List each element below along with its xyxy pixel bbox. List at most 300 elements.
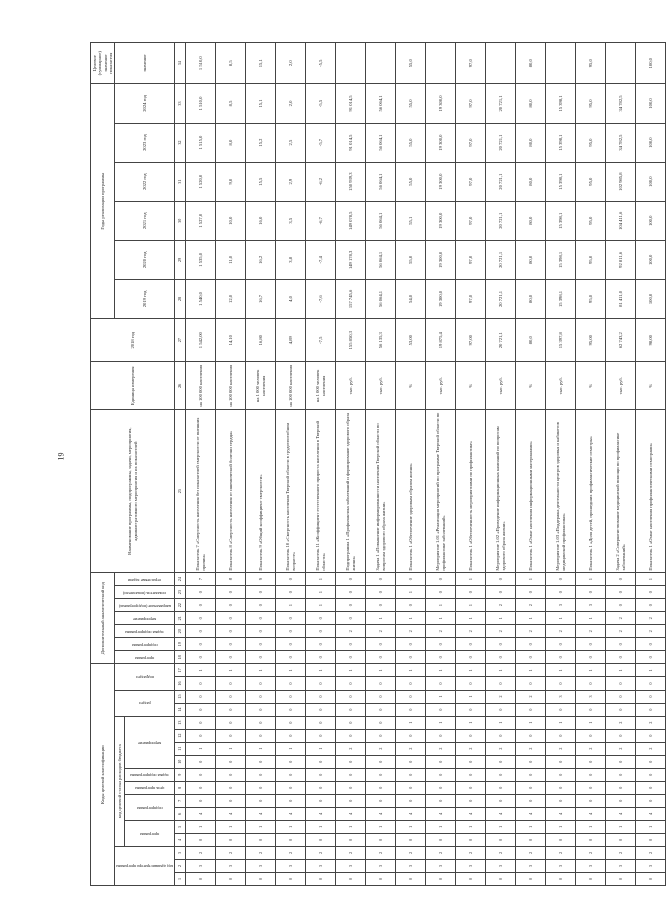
section-code-header: раздел — [115, 690, 175, 716]
code-cell: 2 — [606, 625, 636, 638]
row-final-value-cell — [426, 43, 456, 84]
code-cell: 0 — [216, 833, 246, 846]
row-year-value-cell: 95,0 — [576, 162, 606, 201]
code-cell: 1 — [486, 612, 516, 625]
row-year-value-cell: 157 745,6 — [336, 279, 366, 318]
code-cell: 0 — [636, 833, 666, 846]
row-name-cell: Показатель 8 «Смертность населения от ишемической болезни сердца» — [216, 410, 246, 573]
code-cell: 2 — [486, 846, 516, 859]
code-cell: 0 — [306, 729, 336, 742]
code-cell: 0 — [636, 638, 666, 651]
row-year-value-cell: 100,0 — [636, 123, 666, 162]
code-cell: 1 — [396, 664, 426, 677]
code-cell: 2 — [366, 625, 396, 638]
code-cell: 0 — [246, 625, 276, 638]
code-cell: 4 — [306, 807, 336, 820]
row-base-value-cell: 53,00 — [396, 318, 426, 361]
code-cell: 0 — [366, 755, 396, 768]
row-unit-cell: % — [456, 362, 486, 410]
code-cell: 0 — [486, 586, 516, 599]
code-cell: 0 — [306, 781, 336, 794]
row-year-value-cell: 2,9 — [276, 162, 306, 201]
code-cell: 0 — [366, 586, 396, 599]
row-year-value-cell: 100,0 — [636, 162, 666, 201]
code-cell: 1 — [546, 664, 576, 677]
additional-code-group-header: Дополнительный аналитический код — [91, 573, 115, 664]
row-year-value-cell: 15 398,1 — [546, 240, 576, 279]
code-cell: 0 — [276, 729, 306, 742]
row-final-value-cell — [606, 43, 636, 84]
code-cell: 1 — [576, 612, 606, 625]
code-cell: 0 — [426, 586, 456, 599]
code-cell: 0 — [516, 755, 546, 768]
column-index-cell: 34 — [175, 43, 186, 84]
code-cell: 2 — [336, 625, 366, 638]
name-column-header: Наименование программы, подпрограммы, задачи, мероприятия, административного мероприятия и их показателей — [91, 410, 175, 573]
column-index-cell: 7 — [175, 794, 186, 807]
column-index-cell: 12 — [175, 729, 186, 742]
row-year-value-cell: -6,2 — [306, 162, 336, 201]
code-cell: 0 — [336, 872, 366, 885]
code-cell: 1 — [306, 586, 336, 599]
code-cell: 2 — [426, 742, 456, 755]
code-cell: 0 — [216, 677, 246, 690]
code-cell: 1 — [546, 612, 576, 625]
code-cell: 0 — [546, 768, 576, 781]
code-cell: 2 — [636, 625, 666, 638]
row-year-value-cell: 34 782,5 — [606, 123, 636, 162]
code-cell: 2 — [456, 625, 486, 638]
row-year-value-cell: 80,0 — [516, 240, 546, 279]
code-cell: 2 — [336, 742, 366, 755]
row-name-cell: Задача 1 «Повышение информированности населения Тверской области по вопросам здорового образа жизни» — [366, 410, 396, 573]
code-cell: 2 — [486, 690, 516, 703]
row-year-value-cell: 55,1 — [396, 201, 426, 240]
code-cell: 1 — [216, 820, 246, 833]
column-index-cell: 23 — [175, 586, 186, 599]
column-index-cell: 14 — [175, 703, 186, 716]
year-2024-header: 2024 год — [115, 84, 175, 123]
code-cell: 0 — [336, 690, 366, 703]
column-index-cell: 13 — [175, 716, 186, 729]
code-cell: 0 — [186, 703, 216, 716]
add-col-direction: направление (подпрограмма) — [115, 599, 175, 612]
row-year-value-cell: 100,0 — [636, 201, 666, 240]
row-year-value-cell: 19 300,0 — [426, 201, 456, 240]
code-cell: 0 — [366, 651, 396, 664]
code-cell: 2 — [516, 690, 546, 703]
code-cell: 0 — [336, 729, 366, 742]
row-final-value-cell: 100,0 — [636, 43, 666, 84]
code-cell: 0 — [456, 755, 486, 768]
code-cell: 0 — [186, 638, 216, 651]
row-year-value-cell: 81 411,0 — [606, 279, 636, 318]
code-cell: 1 — [246, 742, 276, 755]
code-cell: 4 — [456, 807, 486, 820]
code-cell: 0 — [246, 612, 276, 625]
row-unit-cell: на 1 000 человек населения — [306, 362, 336, 410]
code-cell: 2 — [396, 742, 426, 755]
code-cell: 2 — [546, 625, 576, 638]
code-cell: 4 — [516, 807, 546, 820]
code-cell: 0 — [486, 729, 516, 742]
code-cell: 0 — [426, 677, 456, 690]
code-cell: 0 — [516, 872, 546, 885]
row-year-value-cell: -5,7 — [306, 123, 336, 162]
row-year-value-cell: 15 398,1 — [546, 201, 576, 240]
code-cell: 0 — [606, 573, 636, 586]
row-base-value-cell: -7,5 — [306, 318, 336, 361]
row-year-value-cell: 149 078,5 — [336, 201, 366, 240]
code-cell: 3 — [366, 859, 396, 872]
code-cell: 2 — [426, 846, 456, 859]
code-cell: 0 — [486, 833, 516, 846]
code-cell: 0 — [486, 651, 516, 664]
code-cell: 0 — [546, 586, 576, 599]
row-year-value-cell: 8,0 — [216, 123, 246, 162]
code-cell: 0 — [336, 651, 366, 664]
row-final-value-cell: 55,0 — [396, 43, 426, 84]
code-cell: 0 — [636, 651, 666, 664]
row-unit-cell: на 100 000 населения — [276, 362, 306, 410]
row-year-value-cell: 3,5 — [276, 201, 306, 240]
row-year-value-cell: 2,5 — [276, 123, 306, 162]
row-year-value-cell: 34 782,5 — [606, 84, 636, 123]
row-unit-cell: % — [396, 362, 426, 410]
code-cell: 0 — [426, 768, 456, 781]
code-cell: 2 — [486, 625, 516, 638]
column-index-cell: 4 — [175, 833, 186, 846]
code-cell: 1 — [546, 716, 576, 729]
column-index-cell: 25 — [175, 410, 186, 573]
code-cell: 0 — [516, 833, 546, 846]
code-cell: 0 — [186, 586, 216, 599]
code-cell: 0 — [456, 768, 486, 781]
row-year-value-cell: 55,0 — [396, 84, 426, 123]
code-cell: 0 — [606, 586, 636, 599]
code-cell: 0 — [216, 755, 246, 768]
code-cell: 0 — [276, 677, 306, 690]
column-index-cell: 32 — [175, 123, 186, 162]
code-cell: 0 — [606, 833, 636, 846]
code-cell: 0 — [306, 690, 336, 703]
row-name-cell: Показатель 1 «Доля детей, прошедших профилактические осмотры» — [576, 410, 606, 573]
code-cell: 2 — [606, 742, 636, 755]
row-final-value-cell: 80,0 — [516, 43, 546, 84]
code-cell: 0 — [486, 781, 516, 794]
column-index-cell: 16 — [175, 677, 186, 690]
code-cell: 0 — [546, 703, 576, 716]
row-year-value-cell: 95,0 — [576, 240, 606, 279]
table-row — [486, 43, 516, 886]
code-cell: 0 — [486, 794, 516, 807]
row-final-value-cell: 2,0 — [276, 43, 306, 84]
table-row — [306, 43, 336, 886]
code-cell: 0 — [456, 781, 486, 794]
code-cell: 0 — [456, 833, 486, 846]
code-cell: 0 — [516, 781, 546, 794]
code-cell: 2 — [636, 716, 666, 729]
code-cell: 1 — [486, 716, 516, 729]
row-final-value-cell: 97,0 — [456, 43, 486, 84]
row-year-value-cell: 149 178,3 — [336, 240, 366, 279]
row-year-value-cell: 1 520,0 — [186, 162, 216, 201]
code-cell: 1 — [456, 690, 486, 703]
code-cell: 0 — [516, 586, 546, 599]
code-cell: 4 — [246, 807, 276, 820]
budget-sub-subprogram: подпрограмма — [125, 794, 175, 820]
row-year-value-cell: 16,0 — [246, 201, 276, 240]
code-cell: 1 — [396, 716, 426, 729]
code-cell: 0 — [396, 599, 426, 612]
table-row — [336, 43, 366, 886]
code-cell: 0 — [396, 703, 426, 716]
row-year-value-cell: 80,0 — [516, 162, 546, 201]
code-cell: 0 — [366, 703, 396, 716]
code-cell: 0 — [606, 794, 636, 807]
code-cell: 3 — [426, 859, 456, 872]
code-cell: 0 — [576, 755, 606, 768]
code-cell: 0 — [486, 703, 516, 716]
code-cell: 1 — [186, 742, 216, 755]
row-year-value-cell: 16,2 — [246, 240, 276, 279]
row-year-value-cell: 1 540,0 — [186, 279, 216, 318]
code-cell: 0 — [636, 586, 666, 599]
code-cell: 0 — [216, 781, 246, 794]
code-cell: 1 — [516, 716, 546, 729]
code-cell: 1 — [366, 664, 396, 677]
code-cell: 0 — [576, 781, 606, 794]
year-2021-header: 2021 год — [115, 201, 175, 240]
code-cell: 2 — [276, 846, 306, 859]
code-cell: 0 — [606, 755, 636, 768]
code-cell: 0 — [576, 586, 606, 599]
code-cell: 0 — [606, 677, 636, 690]
code-cell: 3 — [546, 690, 576, 703]
row-unit-cell: тыс. руб. — [546, 362, 576, 410]
code-cell: 1 — [576, 573, 606, 586]
table-row — [276, 43, 306, 886]
code-cell: 0 — [216, 625, 246, 638]
code-cell: 0 — [516, 638, 546, 651]
code-cell: 0 — [246, 651, 276, 664]
code-cell: 0 — [546, 872, 576, 885]
code-cell: 0 — [456, 586, 486, 599]
code-cell: 1 — [306, 742, 336, 755]
column-index-cell: 27 — [175, 318, 186, 361]
code-cell: 0 — [246, 794, 276, 807]
code-cell: 0 — [576, 677, 606, 690]
code-cell: 0 — [576, 638, 606, 651]
code-cell: 0 — [636, 677, 666, 690]
code-cell: 0 — [246, 872, 276, 885]
column-index-cell: 6 — [175, 807, 186, 820]
row-year-value-cell: 104 411,6 — [606, 201, 636, 240]
row-name-cell: Показатель 1 «Охват населения информационными материалами» — [516, 410, 546, 573]
code-cell: 0 — [306, 625, 336, 638]
code-cell: 4 — [276, 807, 306, 820]
code-cell: 8 — [216, 573, 246, 586]
code-cell: 0 — [486, 677, 516, 690]
column-index-cell: 24 — [175, 573, 186, 586]
code-cell: 1 — [486, 664, 516, 677]
base-year-column-header: 2018 год — [91, 318, 175, 361]
code-cell: 3 — [576, 859, 606, 872]
code-cell: 0 — [366, 690, 396, 703]
code-cell: 1 — [396, 820, 426, 833]
row-year-value-cell: 11,0 — [216, 240, 246, 279]
row-year-value-cell: 20 721,1 — [486, 84, 516, 123]
row-year-value-cell: 95,0 — [576, 123, 606, 162]
row-year-value-cell: 80,0 — [516, 123, 546, 162]
table-body — [186, 43, 666, 886]
code-cell: 1 — [516, 612, 546, 625]
code-cell: 0 — [606, 781, 636, 794]
row-year-value-cell: 3,8 — [276, 240, 306, 279]
code-cell: 0 — [216, 651, 246, 664]
code-cell: 0 — [516, 651, 546, 664]
row-base-value-cell: 97,00 — [456, 318, 486, 361]
code-cell: 2 — [426, 625, 456, 638]
row-year-value-cell: 56 064,1 — [366, 84, 396, 123]
code-cell: 9 — [246, 573, 276, 586]
column-index-cell: 3 — [175, 846, 186, 859]
code-cell: 2 — [366, 742, 396, 755]
code-cell: 0 — [486, 638, 516, 651]
year-2022-header: 2022 год — [115, 162, 175, 201]
program-indicators-table — [90, 42, 666, 886]
code-cell: 2 — [636, 742, 666, 755]
code-cell: 1 — [366, 820, 396, 833]
row-year-value-cell: 1 527,0 — [186, 201, 216, 240]
code-cell: 0 — [576, 872, 606, 885]
program-admin-code-header: код администратора программы — [115, 846, 175, 885]
row-unit-cell: тыс. руб. — [486, 362, 516, 410]
row-base-value-cell: 95,00 — [576, 318, 606, 361]
code-cell: 4 — [576, 807, 606, 820]
row-year-value-cell: 4,0 — [276, 279, 306, 318]
row-year-value-cell: 97,0 — [456, 123, 486, 162]
row-year-value-cell: 55,0 — [396, 240, 426, 279]
code-cell: 0 — [216, 599, 246, 612]
code-cell: 0 — [276, 833, 306, 846]
code-cell: 0 — [546, 677, 576, 690]
code-cell: 0 — [276, 638, 306, 651]
code-cell: 0 — [366, 872, 396, 885]
code-cell: 1 — [546, 820, 576, 833]
code-cell: 7 — [186, 573, 216, 586]
code-cell: 0 — [426, 755, 456, 768]
code-cell: 0 — [336, 586, 366, 599]
code-cell: 0 — [366, 781, 396, 794]
code-cell: 2 — [216, 846, 246, 859]
code-cell: 1 — [486, 820, 516, 833]
code-cell: 4 — [366, 807, 396, 820]
row-base-value-cell: 98,00 — [636, 318, 666, 361]
code-cell: 0 — [636, 729, 666, 742]
code-cell: 0 — [546, 781, 576, 794]
code-cell: 0 — [246, 768, 276, 781]
code-cell: 0 — [336, 677, 366, 690]
code-cell: 0 — [366, 638, 396, 651]
row-final-value-cell: 15,1 — [246, 43, 276, 84]
code-cell: 1 — [456, 664, 486, 677]
row-year-value-cell: 1 535,0 — [186, 240, 216, 279]
row-unit-cell: на 100 000 населения — [216, 362, 246, 410]
table-row — [516, 43, 546, 886]
row-year-value-cell: 55,0 — [396, 123, 426, 162]
code-cell: 0 — [276, 872, 306, 885]
code-cell: 0 — [246, 638, 276, 651]
code-cell: 1 — [426, 664, 456, 677]
code-cell: 1 — [516, 573, 546, 586]
code-cell: 2 — [246, 846, 276, 859]
row-base-value-cell: 1 542,00 — [186, 318, 216, 361]
column-index-cell: 18 — [175, 651, 186, 664]
code-cell: 2 — [336, 846, 366, 859]
code-cell: 1 — [186, 664, 216, 677]
code-cell: 1 — [246, 664, 276, 677]
table-row — [396, 43, 426, 886]
code-cell: 0 — [546, 573, 576, 586]
code-cell: 0 — [426, 703, 456, 716]
code-cell: 0 — [456, 703, 486, 716]
code-cell: 1 — [306, 820, 336, 833]
table-row — [606, 43, 636, 886]
code-cell: 1 — [336, 664, 366, 677]
row-year-value-cell: 1 515,0 — [186, 123, 216, 162]
code-cell: 0 — [246, 833, 276, 846]
row-year-value-cell: 91 014,5 — [336, 84, 366, 123]
row-year-value-cell: 92 811,6 — [606, 240, 636, 279]
row-year-value-cell: 20 721,1 — [486, 240, 516, 279]
row-final-value-cell — [486, 43, 516, 84]
code-cell: 0 — [516, 703, 546, 716]
code-cell: 1 — [366, 612, 396, 625]
code-cell: 0 — [486, 872, 516, 885]
code-cell: 2 — [546, 742, 576, 755]
row-name-cell: Задача 2 «Совершенствование медицинской помощи по профилактике заболеваний» — [606, 410, 636, 573]
row-base-value-cell: 19 875,4 — [426, 318, 456, 361]
code-cell: 0 — [306, 651, 336, 664]
code-cell: 3 — [516, 859, 546, 872]
row-year-value-cell: 80,0 — [516, 84, 546, 123]
code-cell: 0 — [516, 794, 546, 807]
code-cell: 2 — [576, 742, 606, 755]
row-base-value-cell: 80,0 — [516, 318, 546, 361]
code-cell: 0 — [246, 729, 276, 742]
row-base-value-cell: 62 743,2 — [606, 318, 636, 361]
row-name-cell: Показатель 10 «Смертность населения Тверской области в трудоспособном возрасте» — [276, 410, 306, 573]
row-year-value-cell: 150 939,3 — [336, 162, 366, 201]
code-cell: 1 — [456, 612, 486, 625]
code-cell: 0 — [486, 755, 516, 768]
code-cell: 0 — [636, 781, 666, 794]
row-year-value-cell: 19 300,0 — [426, 123, 456, 162]
year-2020-header: 2020 год — [115, 240, 175, 279]
row-year-value-cell: 20 721,1 — [486, 123, 516, 162]
code-cell: 0 — [336, 612, 366, 625]
code-cell: 4 — [336, 807, 366, 820]
row-year-value-cell: 15 398,1 — [546, 84, 576, 123]
code-cell: 0 — [306, 755, 336, 768]
column-index-cell: 2 — [175, 859, 186, 872]
row-base-value-cell: 155 850,3 — [336, 318, 366, 361]
code-cell: 0 — [546, 794, 576, 807]
row-year-value-cell: 15,1 — [246, 84, 276, 123]
code-cell: 2 — [576, 625, 606, 638]
code-cell: 0 — [606, 690, 636, 703]
